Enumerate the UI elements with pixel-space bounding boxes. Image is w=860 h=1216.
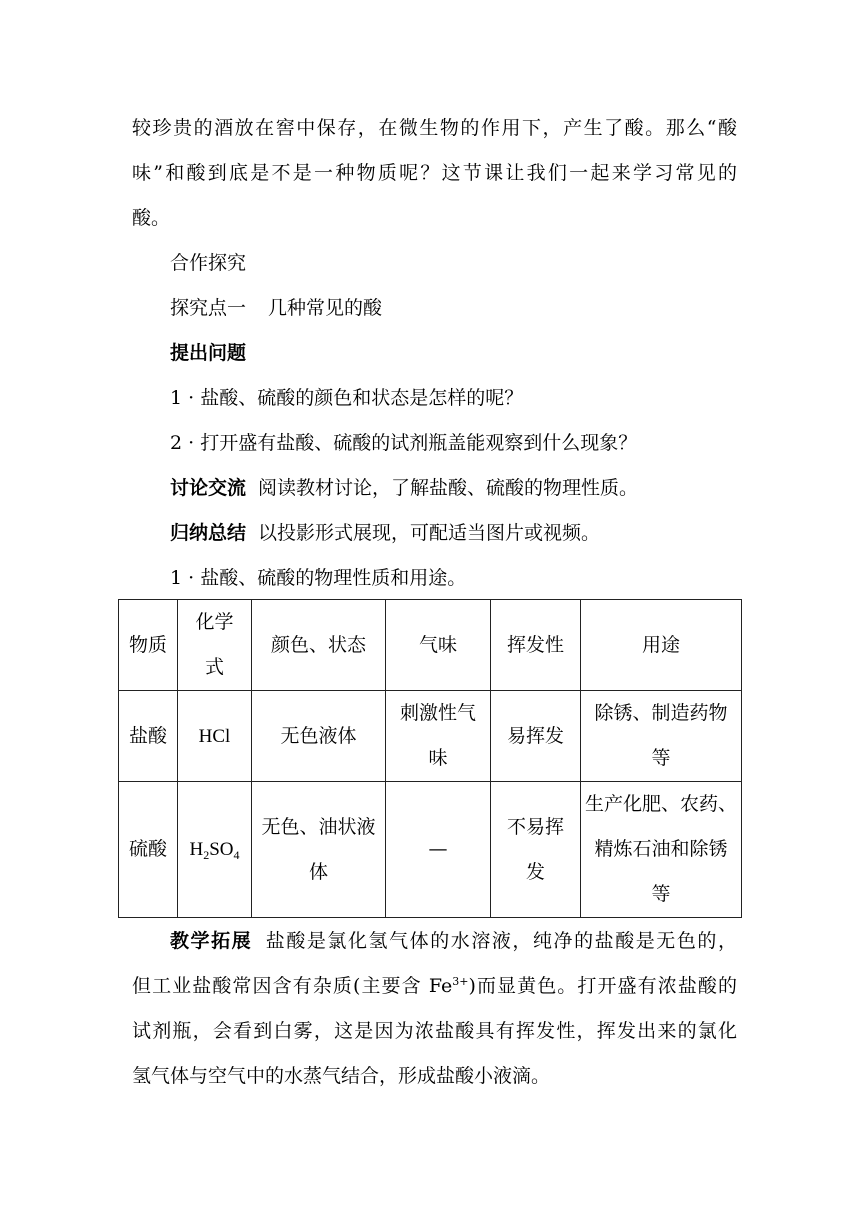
header-volatility: 挥发性 [491, 600, 581, 691]
h2so4-formula [178, 782, 252, 918]
extension-label: 教学拓展 [170, 930, 253, 952]
summary-text: 以投影形式展现，可配适当图片或视频。 [258, 522, 601, 544]
section-point-label: 探究点一 [170, 297, 247, 319]
iron-charge: 3+ [452, 975, 469, 988]
question-2: 2 · 打开盛有盐酸、硫酸的试剂瓶盖能观察到什么现象？ [170, 432, 638, 454]
h2so4-substance: 硫酸 [119, 782, 178, 918]
hcl-use [581, 691, 742, 782]
table-caption: 1 · 盐酸、硫酸的物理性质和用途。 [170, 567, 467, 589]
h2so4-formula-sub-2: 2 [203, 848, 210, 862]
section-point-heading [132, 286, 737, 331]
header-formula [178, 600, 252, 691]
header-use: 用途 [581, 600, 742, 691]
h2so4-color-state [252, 782, 386, 918]
acid-properties-table [118, 599, 742, 918]
hcl-odor-line-1: 刺激性气 [399, 702, 476, 724]
hcl-substance: 盐酸 [119, 691, 178, 782]
extension-text-2b: )而显黄色。打开盛有浓盐酸的 [468, 975, 737, 997]
header-odor: 气味 [386, 600, 491, 691]
table-header-row [119, 600, 742, 691]
hcl-use-line-2: 等 [651, 747, 671, 769]
raise-question-heading: 提出问题 [170, 342, 247, 364]
header-formula-line-1: 化学 [195, 611, 234, 633]
hcl-odor [386, 691, 491, 782]
section-point-title: 几种常见的酸 [268, 297, 383, 319]
extension-line-3: 试剂瓶，会看到白雾，这是因为浓盐酸具有挥发性，挥发出来的氯化 [132, 1020, 737, 1042]
h2so4-volatility-line-2: 发 [525, 860, 545, 883]
intro-line-2: 味”和酸到底是不是一种物质呢？这节课让我们一起来学习常见的 [132, 162, 737, 184]
section-body [132, 241, 737, 601]
discussion-label: 讨论交流 [170, 477, 247, 499]
h2so4-use-line-2: 精炼石油和除锈 [594, 838, 728, 860]
hcl-use-line-1: 除锈、制造药物 [594, 702, 728, 724]
summary-label: 归纳总结 [170, 522, 247, 544]
h2so4-volatility [491, 782, 581, 918]
hcl-color-state: 无色液体 [252, 691, 386, 782]
extension-line-2 [132, 964, 737, 1009]
extension-line-4: 氢气体与空气中的水蒸气结合，形成盐酸小液滴。 [132, 1065, 551, 1087]
h2so4-color-state-line-2: 体 [308, 860, 328, 883]
hcl-odor-line-2: 味 [428, 747, 448, 769]
h2so4-use [581, 782, 742, 918]
extension-paragraph [132, 919, 737, 1099]
table-row-h2so4 [119, 782, 742, 918]
discussion-text: 阅读教材讨论，了解盐酸、硫酸的物理性质。 [258, 477, 639, 499]
h2so4-use-line-3: 等 [651, 883, 671, 905]
extension-text-2a: 但工业盐酸常因含有杂质(主要含 Fe [132, 975, 453, 997]
header-substance: 物质 [119, 600, 178, 691]
hcl-volatility: 易挥发 [491, 691, 581, 782]
discussion-line [132, 466, 737, 511]
h2so4-odor: — [386, 782, 491, 918]
intro-line-3: 酸。 [132, 207, 171, 229]
h2so4-formula-so: SO [209, 839, 234, 860]
intro-line-1: 较珍贵的酒放在窖中保存，在微生物的作用下，产生了酸。那么“酸 [132, 117, 737, 139]
h2so4-formula-sub-4: 4 [233, 848, 240, 862]
extension-line-1 [132, 919, 737, 964]
header-color-state: 颜色、状态 [252, 600, 386, 691]
hcl-formula: HCl [178, 691, 252, 782]
question-1: 1 · 盐酸、硫酸的颜色和状态是怎样的呢？ [170, 387, 524, 409]
header-formula-line-2: 式 [204, 656, 224, 678]
summary-line [132, 511, 737, 556]
h2so4-formula-h: H [189, 839, 204, 860]
h2so4-use-line-1: 生产化肥、农药、 [584, 793, 737, 815]
h2so4-color-state-line-1: 无色、油状液 [261, 815, 376, 838]
section-cooperative-heading: 合作探究 [170, 252, 247, 274]
table-row-hcl [119, 691, 742, 782]
extension-text-1: 盐酸是氯化氢气体的水溶液，纯净的盐酸是无色的， [264, 930, 737, 952]
h2so4-volatility-line-1: 不易挥 [506, 815, 564, 838]
intro-paragraph [132, 106, 737, 241]
